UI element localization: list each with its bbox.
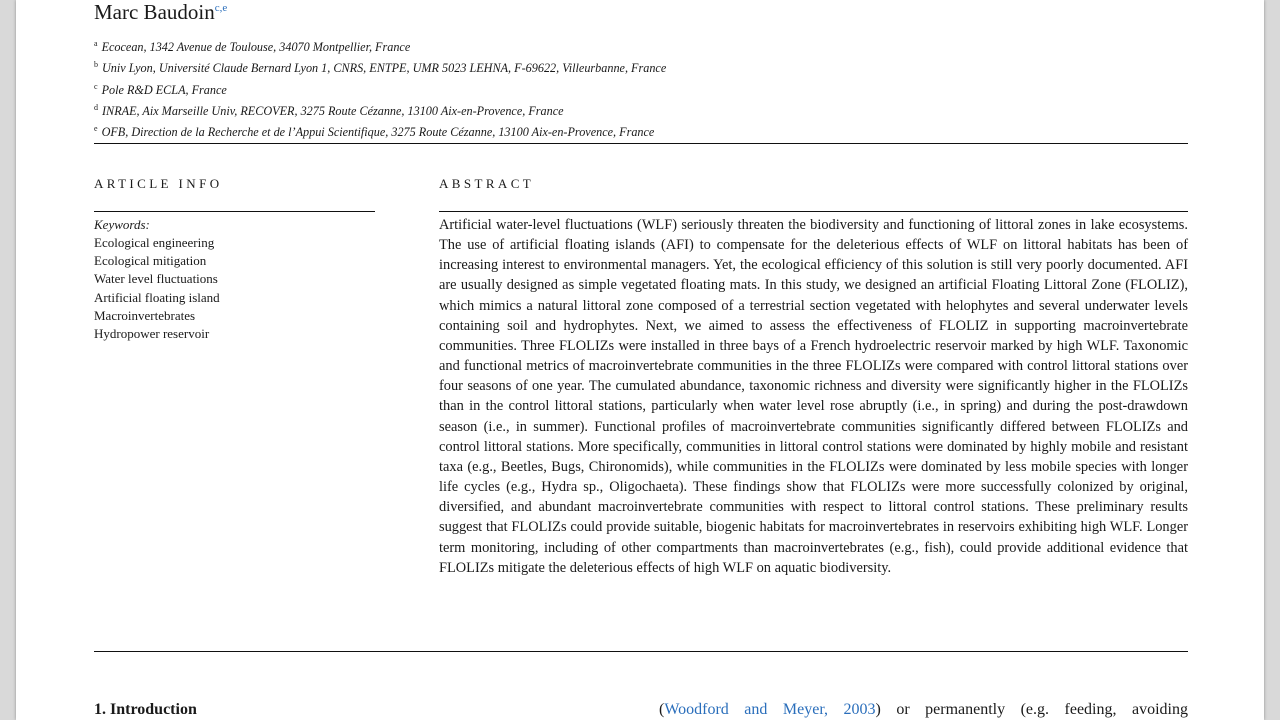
abstract-text: Artificial water-level fluctuations (WLF) seriously threaten the biodiversity and functioning of littoral zones in lake ecosystems. The use of artificial floating islands (AFI) to compensate for the deleterious effects of WLF on littoral habitats has been of increasing interest to environmental managers. Yet, the ecological efficiency of this solution is still very poorly documented. AFI are usually designed as simple vegetated floating mats. In this study, we designed an artificial Floating Littoral Zone (FLOLIZ), which mimics a natural littoral zone composed of a terrestrial section vegetated with helophytes and several underwater levels containing soil and hydrophytes. Next, we aimed to assess the effectiveness of FLOLIZ in supporting macroinvertebrate communities. Three FLOLIZs were installed in three bays of a French hydroelectric reservoir marked by high WLF. Taxonomic and functional metrics of macroinvertebrate communities in the three FLOLIZs were compared with control littoral stations over four seasons of one year. The cumulated abundance, taxonomic richness and diversity were significantly higher in the FLOLIZs than in the control littoral stations, particularly when water level rose abruptly (i.e., in spring) and during the post-drawdown season (i.e., in summer). Functional profiles of macroinvertebrate communities significantly differed between FLOLIZs and control littoral stations. More specifically, communities in littoral control stations were dominated by highly mobile and resistant taxa (e.g., Beetles, Bugs, Chironomids), while communities in the FLOLIZs were dominated by less mobile species with longer life cycles (e.g., Hydra sp., Oligochaeta). These findings show that FLOLIZs were more successfully colonized by original, diversified, and abundant macroinvertebrate communities with respect to littoral control stations. These preliminary results suggest that FLOLIZs could provide suitable, biogenic habitats for macroinvertebrates in reservoirs exhibiting high WLF. Longer term monitoring, including of other compartments than macroinvertebrates (e.g., fish), could provide additional evidence that FLOLIZs mitigate the deleterious effects of high WLF on aquatic biodiversity. [439, 217, 1188, 576]
affiliation-item: $^a$ Ecocean, 1342 Avenue de Toulouse, 34070 Montpellier, France [94, 39, 411, 55]
keyword: Artificial floating island [94, 289, 220, 305]
article-info-divider [94, 211, 375, 212]
abstract-heading: ABSTRACT [439, 176, 535, 191]
introduction-text: (Woodford and Meyer, 2003) or permanently (e.g. feeding, avoiding [659, 701, 1188, 718]
affiliation-item: $^c$ Pole R&D ECLA, France [94, 81, 227, 97]
keyword: Ecological mitigation [94, 253, 207, 269]
affiliation-list [94, 35, 666, 141]
keywords-label: Keywords: [94, 217, 150, 232]
top-divider [94, 143, 1188, 144]
introduction-heading: 1. Introduction [94, 701, 197, 718]
author-name: Marc Baudoin [94, 0, 215, 24]
affiliation-item: $^b$ Univ Lyon, Université Claude Bernard Lyon 1, CNRS, ENTPE, UMR 5023 LEHNA, F-69622, Villeurbanne, France [94, 60, 667, 76]
affiliation-item: $^e$ OFB, Direction de la Recherche et de l’Appui Scientifique, 3275 Route Cézanne, 13100 Aix-en-Provence, France [94, 124, 655, 140]
author-line [94, 0, 227, 26]
keyword: Macroinvertebrates [94, 307, 196, 323]
citation-link[interactable]: Woodford and Meyer, 2003 [664, 701, 876, 718]
article-info-heading: ARTICLE INFO [94, 176, 223, 191]
bottom-divider [94, 651, 1188, 652]
keyword: Hydropower reservoir [94, 326, 210, 342]
keyword: Water level fluctuations [94, 271, 218, 287]
author-affiliation-links[interactable]: c,e [214, 2, 228, 14]
affiliation-item: $^d$ INRAE, Aix Marseille Univ, RECOVER, 3275 Route Cézanne, 13100 Aix-en-Provence, France [94, 102, 564, 118]
keywords-block [94, 216, 220, 343]
abstract-divider [439, 211, 1188, 212]
pdf-page [16, 0, 1264, 720]
keyword: Ecological engineering [94, 235, 215, 250]
